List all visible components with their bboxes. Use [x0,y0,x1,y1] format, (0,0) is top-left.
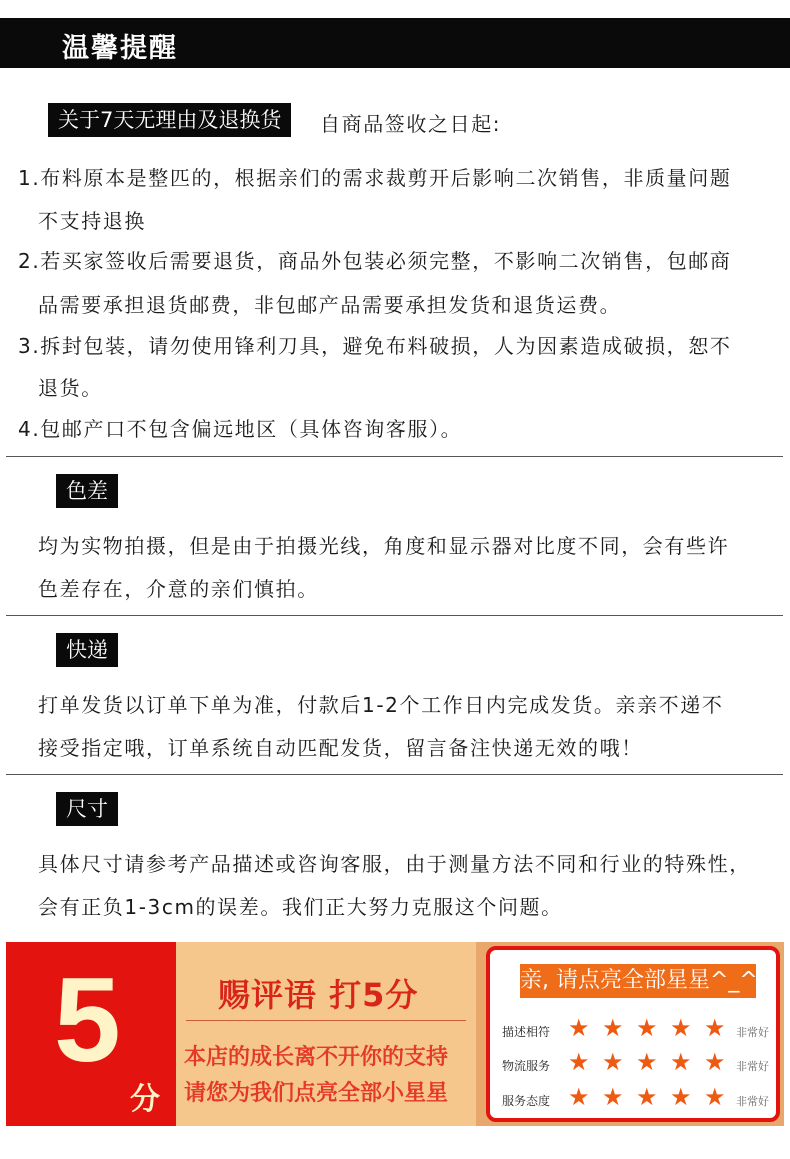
rating-label: 物流服务 [502,1059,551,1073]
rating-row [502,1083,772,1113]
returns-intro: 自商品签收之日起: [320,112,502,136]
star-icon[interactable]: ★ [704,1014,726,1042]
star-icon[interactable]: ★ [568,1083,590,1111]
star-icon[interactable]: ★ [602,1014,624,1042]
star-icon[interactable]: ★ [670,1083,692,1111]
color-diff-line-1: 均为实物拍摄，但是由于拍摄光线，角度和显示器对比度不同，会有些许 [38,534,730,558]
rating-row [502,1048,772,1078]
rating-banner [6,942,784,1126]
shipping-tag: 快递 [56,633,118,667]
star-icon[interactable]: ★ [602,1083,624,1111]
star-icon[interactable]: ★ [568,1014,590,1042]
score-unit: 分 [130,1082,160,1117]
rating-row [502,1014,772,1044]
color-diff-tag: 色差 [56,474,118,508]
star-icon[interactable]: ★ [704,1048,726,1076]
returns-item-4-line-1: 4.包邮产口不包含偏远地区（具体咨询客服）。 [18,417,463,441]
divider [6,456,783,457]
divider [6,615,783,616]
title-bar [0,18,790,68]
support-line-1: 本店的成长离不开你的支持 [184,1045,449,1070]
returns-item-2-line-1: 2.若买家签收后需要退货，商品外包装必须完整，不影响二次销售，包邮商 [18,249,732,273]
star-icon[interactable]: ★ [670,1014,692,1042]
returns-item-3-line-2: 退货。 [38,376,103,400]
color-diff-line-2: 色差存在，介意的亲们慎拍。 [38,577,319,601]
returns-item-1-line-1: 1.布料原本是整匹的，根据亲们的需求裁剪开后影响二次销售，非质量问题 [18,166,732,190]
returns-item-2-line-2: 品需要承担退货邮费，非包邮产品需要承担发货和退货运费。 [38,293,622,317]
star-icon[interactable]: ★ [568,1048,590,1076]
rating-card-title: 亲, 请点亮全部星星^_^ [520,964,756,998]
rating-label: 服务态度 [502,1094,551,1108]
size-line-1: 具体尺寸请参考产品描述或咨询客服，由于测量方法不同和行业的特殊性， [38,852,751,876]
size-tag: 尺寸 [56,792,118,826]
star-icon[interactable]: ★ [704,1083,726,1111]
returns-item-3-line-1: 3.拆封包装，请勿使用锋利刀具，避免布料破损，人为因素造成破损，恕不 [18,334,732,358]
returns-tag: 关于7天无理由及退换货 [48,103,291,137]
message-panel [176,942,476,1126]
star-icon[interactable]: ★ [670,1048,692,1076]
size-line-2: 会有正负1-3cm的误差。我们正大努力克服这个问题。 [38,895,563,919]
star-icon[interactable]: ★ [636,1014,658,1042]
rating-value: 非常好 [736,1026,769,1039]
divider [186,1020,466,1021]
page-title: 温馨提醒 [62,33,178,64]
big-score-number: 5 [54,953,121,1087]
star-icon[interactable]: ★ [636,1048,658,1076]
shipping-line-1: 打单发货以订单下单为准，付款后1-2个工作日内完成发货。亲亲不递不 [38,693,724,717]
rating-headline: 赐评语 打5分 [218,976,419,1014]
divider [6,774,783,775]
score-panel [6,942,176,1126]
rating-value: 非常好 [736,1060,769,1073]
returns-item-1-line-2: 不支持退换 [38,209,146,233]
rating-value: 非常好 [736,1095,769,1108]
shipping-line-2: 接受指定哦，订单系统自动匹配发货，留言备注快递无效的哦！ [38,736,643,760]
rating-label: 描述相符 [502,1025,551,1039]
star-icon[interactable]: ★ [602,1048,624,1076]
rating-card [486,946,780,1122]
star-icon[interactable]: ★ [636,1083,658,1111]
support-line-2: 请您为我们点亮全部小星星 [184,1081,449,1106]
